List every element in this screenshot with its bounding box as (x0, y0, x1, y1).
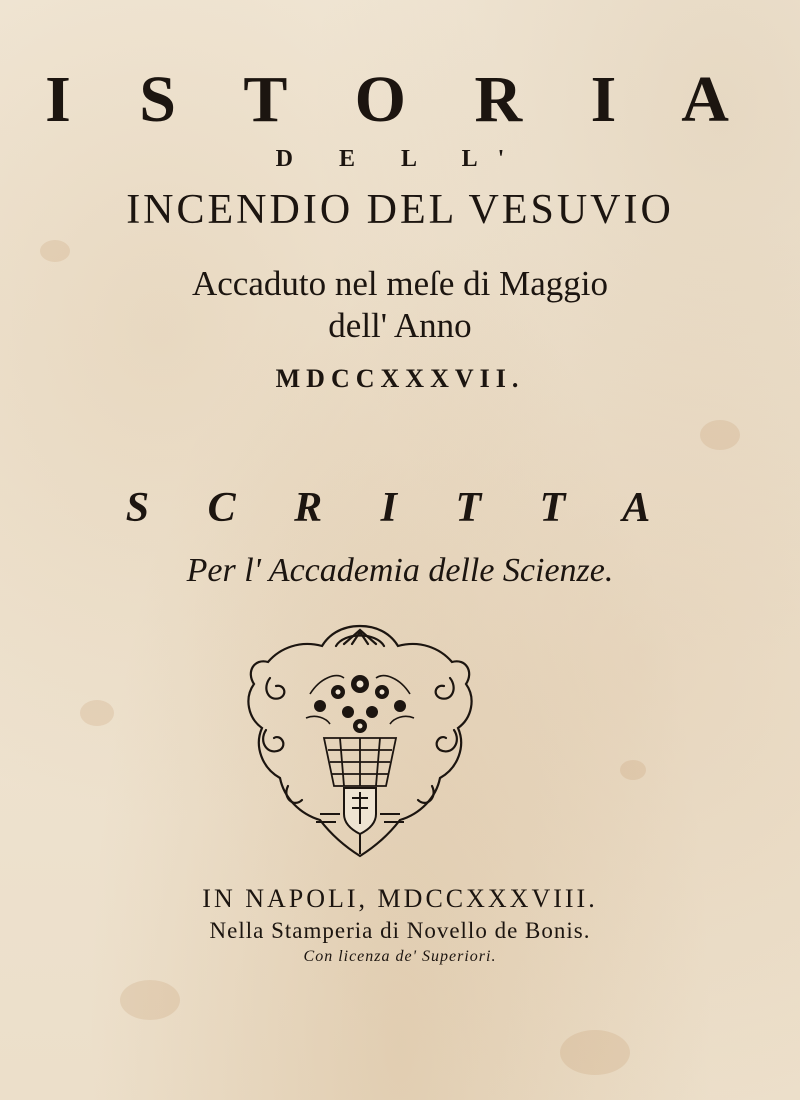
title-subject: INCENDIO DEL VESUVIO (126, 187, 674, 233)
subtitle-line-1: Accaduto nel meſe di Maggio (192, 264, 608, 303)
scritta-heading: S C R I T T A (125, 485, 675, 531)
paper-stain (700, 420, 740, 450)
title-connector: D E L L' (275, 146, 525, 172)
event-year: MDCCXXXVII. (275, 364, 525, 393)
paper-stain (40, 240, 70, 262)
paper-stain (560, 1030, 630, 1075)
paper-stain (120, 980, 180, 1020)
subtitle-line-2: dell' Anno (328, 306, 472, 345)
author-line: Per l' Accademia delle Scienze. (186, 552, 614, 589)
paper-stain (620, 760, 646, 780)
imprint-license: Con licenza de' Superiori. (303, 948, 497, 965)
imprint-printer: Nella Stamperia di Novello de Bonis. (209, 918, 591, 943)
imprint-place-year: IN NAPOLI, MDCCXXXVIII. (202, 884, 598, 913)
book-title: I S T O R I A (45, 63, 755, 136)
floral-basket-ornament-icon (240, 618, 480, 863)
paper-stain (80, 700, 114, 726)
